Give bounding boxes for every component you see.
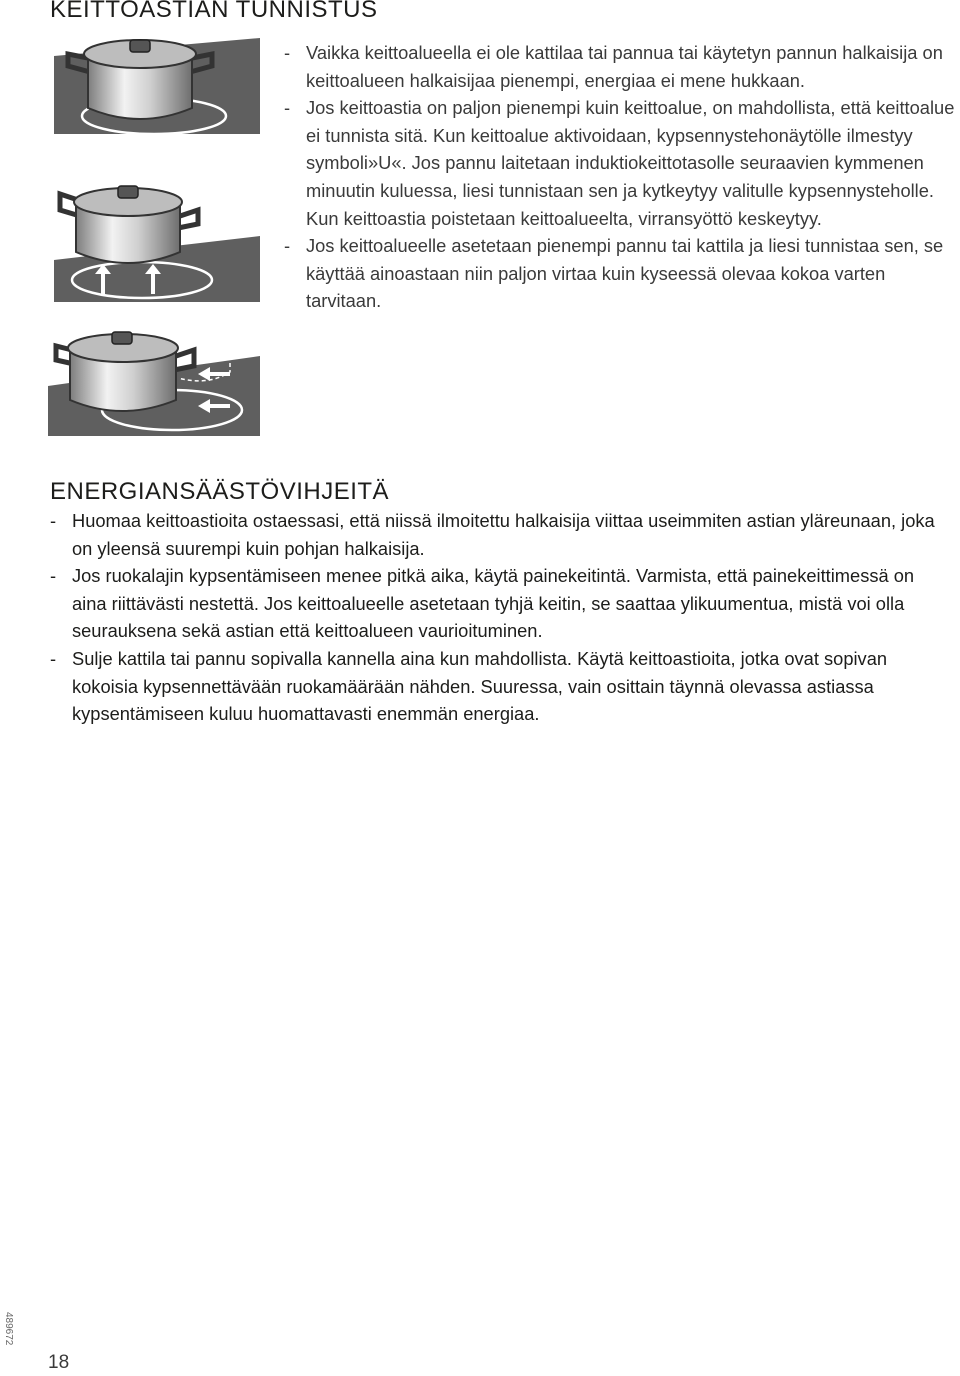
list-item: [50, 562, 952, 645]
document-code: 489672: [3, 1312, 14, 1346]
lid-knob: [130, 40, 150, 52]
list-item-text: Sulje kattila tai pannu sopivalla kannella aina kun mahdollista. Käytä keittoastioita, jotka ovat sopivan kokoisia kypsennettävään ruokamäärään nähden. Suuressa, vain osittain täynnä olevassa astiassa kypsentämiseen kuluu huomattavasti enemmän energiaa.: [72, 647, 888, 725]
list-bullet: -: [284, 42, 291, 63]
list-item: [50, 645, 952, 728]
list-item-text: Vaikka keittoalueella ei ole kattilaa tai pannua tai käytetyn pannun halkaisija on keittoalueen halkaisijaa pienempi, energiaa ei mene hukkaan.: [306, 42, 943, 91]
list-item-text: Jos keittoalueelle asetetaan pienempi pannu tai kattila ja liesi tunnistaa sen, se käyttää ainoastaan niin paljon virtaa kuin kyseessä olevaa kokoa varten tarvitaan.: [306, 235, 944, 312]
section-title-cookware-detection: KEITTOASTIAN TUNNISTUS: [50, 0, 378, 23]
list-item-text: Jos ruokalajin kypsentämiseen menee pitkä aika, käytä painekeitintä. Varmista, että painekeittimessä on aina riittävästi nestettä. Jos keittoalueelle asetetaan tyhjä keitin, se saattaa ylikuumentua, mistä voi olla seurauksena sekä astian että keittoalueen vaurioituminen.: [72, 565, 915, 642]
list-bullet: -: [50, 565, 57, 587]
page-number: 18: [48, 1352, 70, 1373]
list-item: [50, 507, 952, 562]
energy-tips-list: [50, 507, 952, 728]
list-item: [284, 232, 956, 315]
list-bullet: -: [50, 647, 57, 669]
pot-on-zone-illustration: [54, 38, 264, 138]
pot-lifted-illustration: [54, 180, 264, 305]
lid-knob: [112, 332, 132, 344]
list-item-text: Huomaa keittoastioita ostaessasi, että niissä ilmoitettu halkaisija viittaa useimmiten astian yläreunaan, joka on yleensä suurempi kuin pohjan halkaisija.: [72, 510, 935, 559]
list-bullet: -: [284, 235, 291, 257]
pot-moved-illustration: [48, 330, 262, 438]
list-item: [284, 39, 956, 94]
list-bullet: -: [50, 510, 57, 531]
list-item-text: Jos keittoastia on paljon pienempi kuin keittoalue, on mahdollista, että keittoalue ei tunnista sitä. Kun keittoalue aktivoidaan, kypsennystehonäytölle ilmestyy symboli»U«. Jos pannu laitetaan induktiokeittotasolle seuraavien kymmenen minuutin kuluessa, liesi tunnistaan sen ja kytkeytyy valitulle kypsennysteholle. Kun keittoastia poistetaan keittoalueelta, virransyöttö keskeytyy.: [306, 97, 955, 229]
list-bullet: -: [284, 97, 291, 119]
cookware-detection-list: [284, 39, 956, 315]
list-item: [284, 94, 956, 232]
section-title-energy-tips: ENERGIANSÄÄSTÖVIHJEITÄ: [50, 478, 390, 505]
lid-knob: [118, 186, 138, 198]
